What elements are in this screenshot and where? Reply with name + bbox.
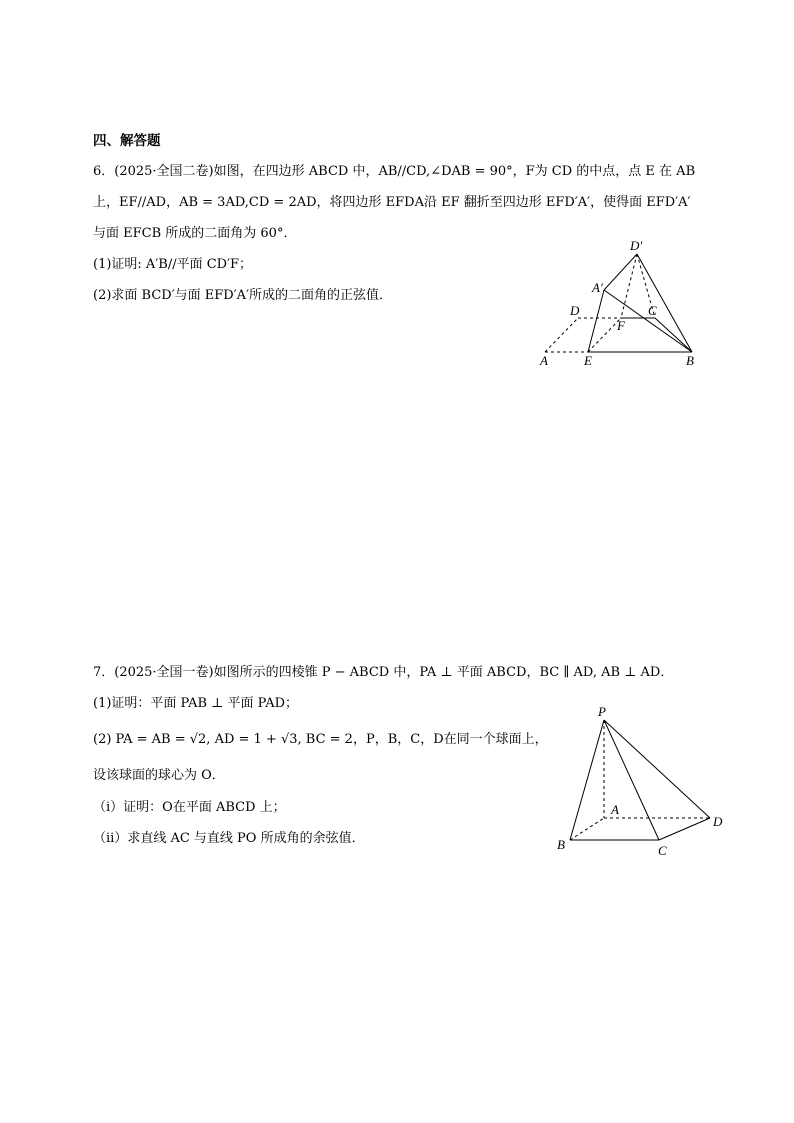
edge-D-prime-B xyxy=(637,254,692,352)
label-A: A xyxy=(611,802,619,817)
label-B: B xyxy=(557,837,565,852)
edge-D-prime-F xyxy=(621,254,637,318)
edge-CB xyxy=(655,318,692,352)
problem7-sub-i: （i）证明：O在平面 ABCD 上； xyxy=(93,800,286,815)
problem6-figure xyxy=(530,235,710,370)
problem7-sub-ii: （ii）求直线 AC 与直线 PO 所成角的余弦值． xyxy=(93,831,365,846)
label-P: P xyxy=(598,704,606,719)
label-D: D xyxy=(713,814,723,829)
label-D-prime: D′ xyxy=(630,238,643,253)
edge-PD xyxy=(604,720,710,818)
problem7-part-2: (2) PA = AB = √2, AD = 1 + √3, BC = 2，P，B，C，D在同一个球面上， xyxy=(93,732,548,747)
label-C: C xyxy=(648,303,657,318)
label-B: B xyxy=(686,353,694,368)
label-A: A xyxy=(540,353,548,368)
problem6-part-1: (1)证明: A′B//平面 CD′F； xyxy=(93,257,253,272)
edge-PC xyxy=(604,720,659,840)
label-F: F xyxy=(617,318,625,333)
problem7-line-1: 7．(2025·全国一卷)如图所示的四棱锥 P − ABCD 中，PA ⊥ 平面 ABCD，BC ∥ AD, AB ⊥ AD． xyxy=(93,665,674,680)
edge-EA-prime xyxy=(588,290,604,352)
edge-AD xyxy=(545,318,578,352)
label-A-prime: A′ xyxy=(592,280,603,295)
section-title: 四、解答题 xyxy=(93,133,161,149)
edge-PB xyxy=(570,720,604,840)
edge-CD xyxy=(659,818,710,840)
label-E: E xyxy=(584,353,592,368)
problem6-line-3: 与面 EFCB 所成的二面角为 60°． xyxy=(93,226,297,241)
problem7-part-1: (1)证明：平面 PAB ⊥ 平面 PAD； xyxy=(93,696,299,711)
label-C: C xyxy=(658,843,667,858)
problem7-figure xyxy=(550,700,735,860)
problem6-part-2: (2)求面 BCD′与面 EFD′A′所成的二面角的正弦值． xyxy=(93,288,393,303)
problem6-line-2: 上，EF//AD，AB = 3AD,CD = 2AD，将四边形 EFDA沿 EF 翻折至四边形 EFD′A′，使得面 EFD′A′ xyxy=(93,195,691,210)
label-D: D xyxy=(570,303,580,318)
problem7-line-4: 设该球面的球心为 O． xyxy=(93,768,225,783)
problem6-line-1: 6．(2025·全国二卷)如图，在四边形 ABCD 中，AB//CD,∠DAB = 90°，F为 CD 的中点，点 E 在 AB xyxy=(93,164,696,179)
